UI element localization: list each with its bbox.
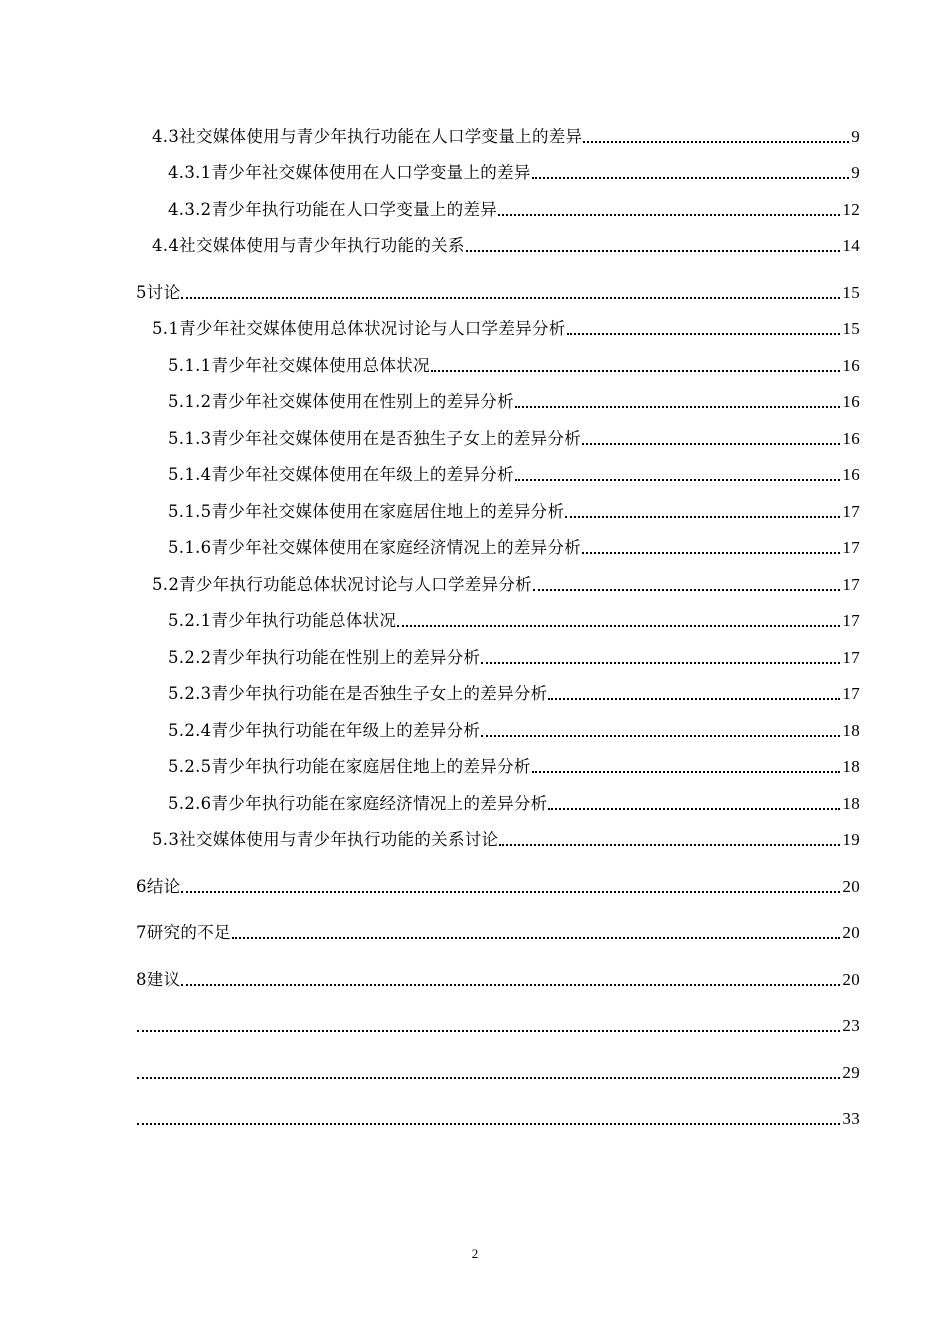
toc-entry-title: 5.2.5青少年执行功能在家庭居住地上的差异分析 [168, 757, 531, 776]
toc-entry-page-number: 29 [842, 1062, 860, 1082]
toc-dot-leader [565, 515, 840, 518]
toc-dot-leader [583, 140, 849, 143]
toc-entry-page-number: 20 [842, 876, 860, 896]
toc-entry-page-number: 18 [842, 793, 860, 813]
toc-entry-page-number: 23 [842, 1016, 860, 1035]
toc-entry-page-number: 12 [842, 199, 860, 219]
toc-entry[interactable] [136, 1083, 860, 1130]
toc-entry[interactable] [136, 449, 860, 486]
toc-entry-title: 5.1.6青少年社交媒体使用在家庭经济情况上的差异分析 [168, 538, 582, 557]
toc-entry-title: 4.3.2青少年执行功能在人口学变量上的差异 [168, 199, 498, 219]
toc-entry[interactable] [136, 943, 860, 990]
toc-entry[interactable] [136, 303, 860, 340]
toc-entry[interactable] [136, 850, 860, 897]
toc-entry-page-number: 18 [842, 757, 860, 776]
toc-entry[interactable] [136, 668, 860, 705]
toc-entry-page-number: 18 [842, 720, 860, 740]
toc-entry[interactable] [136, 1036, 860, 1083]
toc-entry-page-number: 19 [842, 830, 860, 849]
toc-dot-leader [481, 661, 840, 664]
toc-entry-title: 5.1.5青少年社交媒体使用在家庭居住地上的差异分析 [168, 501, 565, 521]
toc-entry[interactable] [136, 522, 860, 559]
toc-entry-title: 5.2青少年执行功能总体状况讨论与人口学差异分析 [152, 574, 532, 594]
toc-entry-page-number: 16 [842, 428, 860, 448]
toc-entry-page-number: 16 [842, 392, 860, 411]
toc-entry-page-number: 17 [842, 647, 860, 667]
toc-entry[interactable] [136, 814, 860, 851]
toc-entry-title: 7研究的不足 [136, 923, 231, 942]
toc-dot-leader [533, 588, 840, 591]
toc-entry[interactable] [136, 741, 860, 778]
toc-dot-leader [181, 296, 840, 299]
toc-dot-leader [181, 983, 840, 986]
toc-entry[interactable] [136, 990, 860, 1037]
toc-entry[interactable] [136, 376, 860, 413]
toc-entry-page-number: 17 [842, 684, 860, 703]
toc-entry[interactable] [136, 704, 860, 741]
toc-entry[interactable] [136, 220, 860, 257]
toc-entry-page-number: 20 [842, 969, 860, 989]
toc-dot-leader [582, 442, 840, 445]
toc-entry[interactable] [136, 412, 860, 449]
toc-dot-leader [548, 807, 840, 810]
toc-entry-title: 5.2.6青少年执行功能在家庭经济情况上的差异分析 [168, 793, 548, 813]
toc-dot-leader [431, 369, 841, 372]
toc-entry-page-number: 9 [851, 126, 860, 146]
toc-entry[interactable] [136, 897, 860, 944]
toc-entry-title: 5.2.1青少年执行功能总体状况 [168, 611, 397, 630]
toc-entry[interactable] [136, 558, 860, 595]
toc-dot-leader [466, 249, 841, 252]
toc-entry-page-number: 17 [842, 501, 860, 521]
toc-entry-page-number: 14 [842, 236, 860, 255]
toc-dot-leader [567, 332, 841, 335]
toc-dot-leader [137, 1029, 840, 1032]
toc-dot-leader [397, 624, 840, 627]
toc-dot-leader [515, 405, 841, 408]
toc-entry[interactable] [136, 256, 860, 303]
toc-entry-title: 6结论 [136, 876, 181, 896]
toc-entry-page-number: 16 [842, 355, 860, 375]
toc-entry[interactable] [136, 339, 860, 376]
toc-entry-title: 5讨论 [136, 282, 181, 302]
toc-entry[interactable] [136, 595, 860, 632]
table-of-contents [136, 110, 860, 1129]
toc-entry-title: 4.3社交媒体使用与青少年执行功能在人口学变量上的差异 [152, 126, 583, 146]
toc-dot-leader [532, 770, 841, 773]
toc-entry[interactable] [136, 485, 860, 522]
toc-entry-title: 8建议 [136, 969, 181, 989]
toc-entry-page-number: 15 [842, 282, 860, 302]
toc-entry-title: 4.4社交媒体使用与青少年执行功能的关系 [152, 236, 465, 255]
toc-entry-page-number: 20 [842, 923, 860, 942]
toc-entry[interactable] [136, 777, 860, 814]
toc-dot-leader [481, 734, 840, 737]
toc-dot-leader [582, 551, 840, 554]
toc-entry-page-number: 16 [842, 465, 860, 484]
page-number: 2 [471, 1246, 479, 1261]
toc-dot-leader [232, 936, 841, 939]
toc-entry[interactable] [136, 147, 860, 184]
toc-entry-title: 5.1.2青少年社交媒体使用在性别上的差异分析 [168, 392, 514, 411]
toc-entry-title: 5.1.4青少年社交媒体使用在年级上的差异分析 [168, 465, 514, 484]
toc-dot-leader [181, 890, 840, 893]
toc-entry-title: 5.2.4青少年执行功能在年级上的差异分析 [168, 720, 481, 740]
toc-dot-leader [515, 478, 841, 481]
toc-dot-leader [499, 843, 840, 846]
toc-entry[interactable] [136, 631, 860, 668]
toc-entry-title: 5.2.3青少年执行功能在是否独生子女上的差异分析 [168, 684, 548, 703]
toc-entry-page-number: 17 [842, 611, 860, 630]
toc-entry[interactable] [136, 183, 860, 220]
toc-entry-page-number: 15 [842, 319, 860, 338]
toc-entry-page-number: 9 [851, 163, 860, 182]
toc-entry-title: 5.2.2青少年执行功能在性别上的差异分析 [168, 647, 481, 667]
toc-dot-leader [548, 697, 840, 700]
toc-entry-page-number: 33 [842, 1109, 860, 1128]
toc-dot-leader [498, 213, 840, 216]
toc-entry-page-number: 17 [842, 574, 860, 594]
toc-entry-title: 5.3社交媒体使用与青少年执行功能的关系讨论 [152, 830, 499, 849]
toc-entry-page-number: 17 [842, 538, 860, 557]
toc-entry-title: 5.1.3青少年社交媒体使用在是否独生子女上的差异分析 [168, 428, 582, 448]
toc-dot-leader [137, 1122, 840, 1125]
toc-entry-title: 5.1.1青少年社交媒体使用总体状况 [168, 355, 430, 375]
toc-dot-leader [532, 176, 850, 179]
toc-entry-title: 5.1青少年社交媒体使用总体状况讨论与人口学差异分析 [152, 319, 566, 338]
toc-entry[interactable] [136, 110, 860, 147]
toc-entry-title: 4.3.1青少年社交媒体使用在人口学变量上的差异 [168, 163, 531, 182]
toc-dot-leader [137, 1076, 840, 1079]
